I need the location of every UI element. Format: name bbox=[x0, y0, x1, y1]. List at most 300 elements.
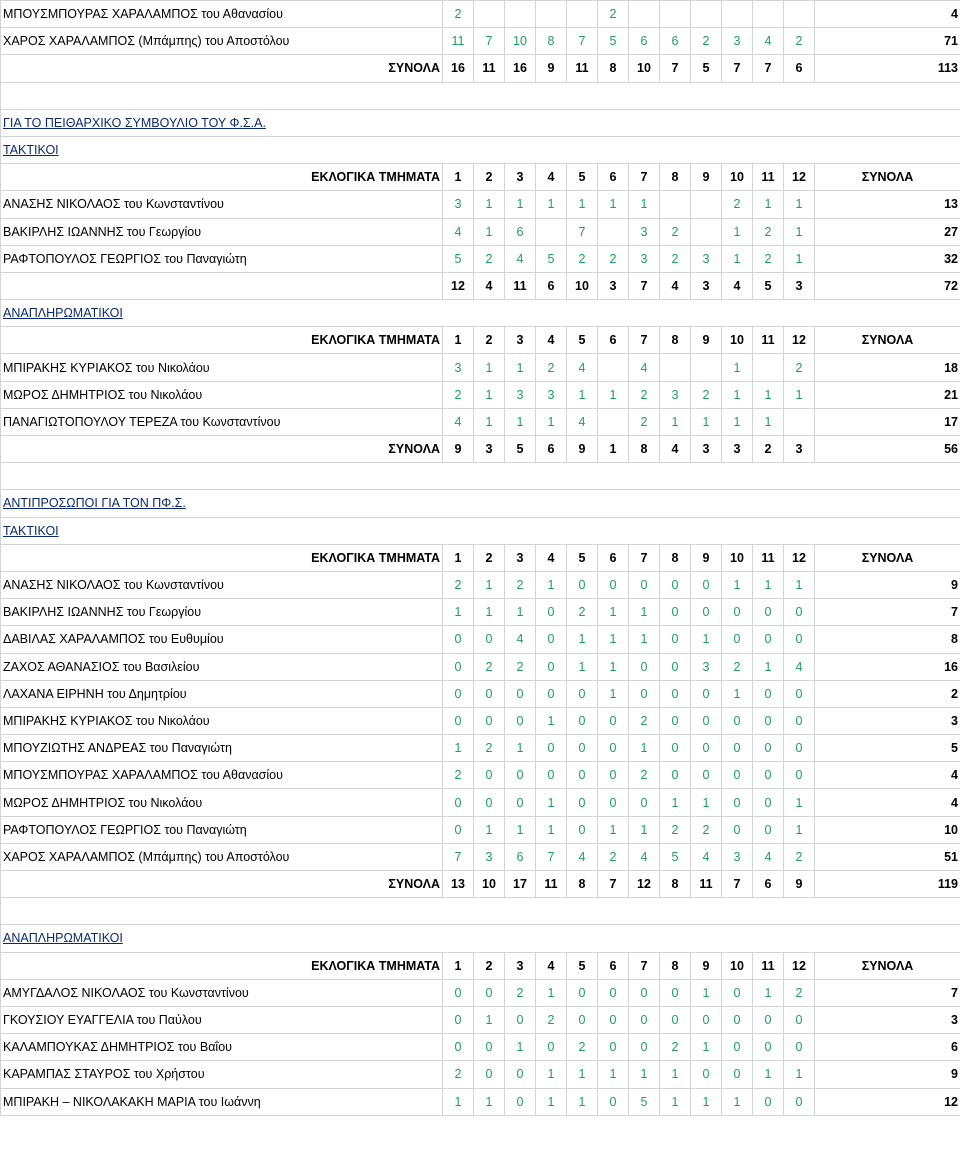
blank-cell bbox=[1, 898, 960, 925]
total-cell: 4 bbox=[474, 272, 505, 299]
vote-cell: 0 bbox=[753, 1006, 784, 1033]
vote-cell: 1 bbox=[753, 191, 784, 218]
total-cell: 13 bbox=[443, 871, 474, 898]
vote-cell: 1 bbox=[505, 735, 536, 762]
total-cell: 7 bbox=[598, 871, 629, 898]
vote-cell: 1 bbox=[474, 408, 505, 435]
total-cell: 9 bbox=[536, 55, 567, 82]
section-title-row bbox=[1, 925, 960, 952]
vote-cell bbox=[536, 1, 567, 28]
vote-cell: 0 bbox=[753, 626, 784, 653]
header-district-number: 5 bbox=[567, 544, 598, 571]
vote-cell bbox=[660, 1, 691, 28]
vote-cell: 2 bbox=[629, 408, 660, 435]
vote-cell: 1 bbox=[474, 1088, 505, 1115]
vote-cell: 0 bbox=[598, 735, 629, 762]
total-cell: 9 bbox=[784, 871, 815, 898]
vote-cell: 4 bbox=[443, 218, 474, 245]
vote-cell: 1 bbox=[629, 735, 660, 762]
vote-cell: 0 bbox=[505, 680, 536, 707]
vote-cell: 1 bbox=[598, 653, 629, 680]
vote-cell: 3 bbox=[505, 381, 536, 408]
vote-cell: 0 bbox=[598, 1088, 629, 1115]
vote-cell bbox=[691, 1, 722, 28]
blank-row bbox=[1, 898, 960, 925]
vote-cell: 1 bbox=[691, 1088, 722, 1115]
candidate-name: ΚΑΡΑΜΠΑΣ ΣΤΑΥΡΟΣ του Χρήστου bbox=[1, 1061, 443, 1088]
vote-cell bbox=[753, 1, 784, 28]
vote-cell: 1 bbox=[536, 816, 567, 843]
row-total: 4 bbox=[815, 1, 960, 28]
vote-cell: 2 bbox=[536, 354, 567, 381]
vote-cell: 0 bbox=[598, 1006, 629, 1033]
candidate-name: ΠΑΝΑΓΙΩΤΟΠΟΥΛΟΥ ΤΕΡΕΖΑ του Κωνσταντίνου bbox=[1, 408, 443, 435]
header-district-number: 4 bbox=[536, 952, 567, 979]
vote-cell: 4 bbox=[567, 843, 598, 870]
grand-total: 72 bbox=[815, 272, 960, 299]
candidate-name: ΜΩΡΟΣ ΔΗΜΗΤΡΙΟΣ του Νικολάου bbox=[1, 381, 443, 408]
total-cell: 8 bbox=[567, 871, 598, 898]
candidate-name: ΡΑΦΤΟΠΟΥΛΟΣ ΓΕΩΡΓΙΟΣ του Παναγιώτη bbox=[1, 816, 443, 843]
vote-cell: 1 bbox=[722, 408, 753, 435]
vote-cell bbox=[660, 354, 691, 381]
vote-cell: 1 bbox=[474, 354, 505, 381]
vote-cell: 4 bbox=[784, 653, 815, 680]
vote-cell: 2 bbox=[660, 1034, 691, 1061]
header-district-number: 5 bbox=[567, 952, 598, 979]
vote-cell bbox=[474, 1, 505, 28]
header-row bbox=[1, 327, 960, 354]
candidate-name: ΜΠΟΥΣΜΠΟΥΡΑΣ ΧΑΡΑΛΑΜΠΟΣ του Αθανασίου bbox=[1, 1, 443, 28]
vote-cell: 1 bbox=[660, 789, 691, 816]
vote-cell bbox=[598, 218, 629, 245]
vote-cell: 0 bbox=[536, 680, 567, 707]
vote-cell bbox=[722, 1, 753, 28]
vote-cell: 0 bbox=[443, 816, 474, 843]
header-district-number: 12 bbox=[784, 544, 815, 571]
vote-cell: 2 bbox=[505, 979, 536, 1006]
header-label: ΕΚΛΟΓΙΚΑ ΤΜΗΜΑΤΑ bbox=[1, 544, 443, 571]
vote-cell: 4 bbox=[753, 28, 784, 55]
total-cell: 3 bbox=[784, 272, 815, 299]
vote-cell: 0 bbox=[722, 979, 753, 1006]
row-total: 7 bbox=[815, 599, 960, 626]
vote-cell: 1 bbox=[722, 1088, 753, 1115]
table-row bbox=[1, 571, 960, 598]
total-cell: 7 bbox=[629, 272, 660, 299]
vote-cell: 3 bbox=[443, 191, 474, 218]
header-district-number: 11 bbox=[753, 544, 784, 571]
vote-cell: 0 bbox=[474, 979, 505, 1006]
vote-cell: 1 bbox=[505, 816, 536, 843]
vote-cell: 11 bbox=[443, 28, 474, 55]
vote-cell: 0 bbox=[474, 789, 505, 816]
row-total: 3 bbox=[815, 1006, 960, 1033]
vote-cell: 1 bbox=[505, 599, 536, 626]
header-district-number: 9 bbox=[691, 327, 722, 354]
header-district-number: 1 bbox=[443, 544, 474, 571]
vote-cell: 2 bbox=[691, 381, 722, 408]
row-total: 32 bbox=[815, 245, 960, 272]
row-total: 9 bbox=[815, 571, 960, 598]
candidate-name: ΖΑΧΟΣ ΑΘΑΝΑΣΙΟΣ του Βασιλείου bbox=[1, 653, 443, 680]
total-cell: 6 bbox=[753, 871, 784, 898]
total-cell: 5 bbox=[691, 55, 722, 82]
vote-cell: 0 bbox=[691, 1061, 722, 1088]
vote-cell: 0 bbox=[567, 1006, 598, 1033]
section-title: ΑΝΑΠΛΗΡΩΜΑΤΙΚΟΙ bbox=[1, 925, 960, 952]
vote-cell: 7 bbox=[443, 843, 474, 870]
vote-cell: 1 bbox=[691, 789, 722, 816]
vote-cell: 0 bbox=[536, 626, 567, 653]
candidate-name: ΧΑΡΟΣ ΧΑΡΑΛΑΜΠΟΣ (Μπάμπης) του Αποστόλου bbox=[1, 28, 443, 55]
vote-cell: 1 bbox=[722, 218, 753, 245]
header-district-number: 8 bbox=[660, 164, 691, 191]
vote-cell: 5 bbox=[443, 245, 474, 272]
vote-cell bbox=[598, 354, 629, 381]
vote-cell: 1 bbox=[474, 571, 505, 598]
vote-cell: 1 bbox=[753, 1061, 784, 1088]
vote-cell: 1 bbox=[505, 408, 536, 435]
vote-cell: 0 bbox=[629, 1034, 660, 1061]
vote-cell: 2 bbox=[598, 843, 629, 870]
vote-cell: 7 bbox=[567, 28, 598, 55]
vote-cell: 0 bbox=[598, 1034, 629, 1061]
row-total: 2 bbox=[815, 680, 960, 707]
header-district-number: 6 bbox=[598, 164, 629, 191]
total-cell: 3 bbox=[598, 272, 629, 299]
vote-cell: 1 bbox=[784, 1061, 815, 1088]
vote-cell: 0 bbox=[474, 1034, 505, 1061]
vote-cell: 0 bbox=[536, 1034, 567, 1061]
vote-cell: 2 bbox=[443, 571, 474, 598]
total-cell: 11 bbox=[505, 272, 536, 299]
header-district-number: 11 bbox=[753, 164, 784, 191]
vote-cell: 4 bbox=[443, 408, 474, 435]
vote-cell: 0 bbox=[660, 571, 691, 598]
vote-cell: 0 bbox=[722, 1061, 753, 1088]
vote-cell: 1 bbox=[536, 191, 567, 218]
total-cell: 6 bbox=[536, 436, 567, 463]
vote-cell: 0 bbox=[567, 816, 598, 843]
vote-cell: 2 bbox=[691, 28, 722, 55]
total-cell: 11 bbox=[691, 871, 722, 898]
vote-cell: 0 bbox=[443, 707, 474, 734]
vote-cell: 0 bbox=[505, 1061, 536, 1088]
section-title-row bbox=[1, 136, 960, 163]
vote-cell: 0 bbox=[784, 735, 815, 762]
vote-cell: 0 bbox=[660, 762, 691, 789]
total-cell: 9 bbox=[443, 436, 474, 463]
vote-cell: 2 bbox=[598, 245, 629, 272]
vote-cell: 0 bbox=[691, 599, 722, 626]
vote-cell: 0 bbox=[691, 735, 722, 762]
vote-cell: 0 bbox=[567, 789, 598, 816]
vote-cell bbox=[598, 408, 629, 435]
vote-cell: 0 bbox=[784, 1006, 815, 1033]
vote-cell: 0 bbox=[474, 762, 505, 789]
header-district-number: 5 bbox=[567, 164, 598, 191]
vote-cell bbox=[629, 1, 660, 28]
vote-cell: 2 bbox=[784, 354, 815, 381]
header-district-number: 10 bbox=[722, 952, 753, 979]
vote-cell: 0 bbox=[722, 789, 753, 816]
vote-cell: 1 bbox=[536, 408, 567, 435]
header-district-number: 2 bbox=[474, 952, 505, 979]
vote-cell: 2 bbox=[474, 735, 505, 762]
total-cell: 6 bbox=[784, 55, 815, 82]
header-district-number: 3 bbox=[505, 164, 536, 191]
vote-cell: 1 bbox=[722, 571, 753, 598]
total-cell: 7 bbox=[660, 55, 691, 82]
vote-cell: 1 bbox=[660, 1061, 691, 1088]
vote-cell: 2 bbox=[660, 816, 691, 843]
vote-cell: 0 bbox=[505, 707, 536, 734]
header-district-number: 8 bbox=[660, 544, 691, 571]
vote-cell: 2 bbox=[629, 381, 660, 408]
totals-label: ΣΥΝΟΛΑ bbox=[1, 55, 443, 82]
vote-cell bbox=[505, 1, 536, 28]
vote-cell: 0 bbox=[784, 762, 815, 789]
vote-cell: 3 bbox=[722, 28, 753, 55]
vote-cell: 0 bbox=[443, 979, 474, 1006]
vote-cell: 1 bbox=[629, 1061, 660, 1088]
total-cell: 8 bbox=[598, 55, 629, 82]
vote-cell: 1 bbox=[536, 1088, 567, 1115]
vote-cell: 2 bbox=[474, 245, 505, 272]
candidate-name: ΜΠΟΥΣΜΠΟΥΡΑΣ ΧΑΡΑΛΑΜΠΟΣ του Αθανασίου bbox=[1, 762, 443, 789]
results-table-body bbox=[1, 1, 960, 1116]
vote-cell: 0 bbox=[536, 653, 567, 680]
vote-cell: 0 bbox=[567, 762, 598, 789]
header-label: ΕΚΛΟΓΙΚΑ ΤΜΗΜΑΤΑ bbox=[1, 164, 443, 191]
vote-cell: 1 bbox=[536, 707, 567, 734]
vote-cell: 1 bbox=[443, 599, 474, 626]
vote-cell: 6 bbox=[505, 843, 536, 870]
vote-cell: 0 bbox=[567, 707, 598, 734]
vote-cell: 2 bbox=[443, 1061, 474, 1088]
vote-cell: 1 bbox=[629, 816, 660, 843]
section-title-row bbox=[1, 300, 960, 327]
vote-cell: 2 bbox=[536, 1006, 567, 1033]
table-row bbox=[1, 218, 960, 245]
vote-cell: 0 bbox=[443, 653, 474, 680]
blank-row bbox=[1, 463, 960, 490]
vote-cell: 1 bbox=[598, 191, 629, 218]
vote-cell: 1 bbox=[784, 816, 815, 843]
vote-cell: 0 bbox=[722, 1034, 753, 1061]
vote-cell: 1 bbox=[567, 191, 598, 218]
candidate-name: ΚΑΛΑΜΠΟΥΚΑΣ ΔΗΜΗΤΡΙΟΣ του Βαΐου bbox=[1, 1034, 443, 1061]
candidate-name: ΜΩΡΟΣ ΔΗΜΗΤΡΙΟΣ του Νικολάου bbox=[1, 789, 443, 816]
vote-cell: 2 bbox=[505, 653, 536, 680]
vote-cell: 0 bbox=[660, 626, 691, 653]
vote-cell: 2 bbox=[784, 979, 815, 1006]
section-title: ΑΝΑΠΛΗΡΩΜΑΤΙΚΟΙ bbox=[1, 300, 960, 327]
table-row bbox=[1, 1061, 960, 1088]
vote-cell: 4 bbox=[629, 354, 660, 381]
candidate-name: ΜΠΙΡΑΚΗΣ ΚΥΡΙΑΚΟΣ του Νικολάου bbox=[1, 354, 443, 381]
grand-total: 56 bbox=[815, 436, 960, 463]
row-total: 8 bbox=[815, 626, 960, 653]
vote-cell: 1 bbox=[753, 653, 784, 680]
vote-cell: 0 bbox=[567, 571, 598, 598]
vote-cell: 1 bbox=[474, 381, 505, 408]
vote-cell: 0 bbox=[722, 707, 753, 734]
vote-cell: 0 bbox=[753, 735, 784, 762]
vote-cell: 2 bbox=[753, 218, 784, 245]
vote-cell: 0 bbox=[660, 599, 691, 626]
vote-cell: 1 bbox=[660, 408, 691, 435]
vote-cell: 1 bbox=[598, 599, 629, 626]
vote-cell: 1 bbox=[629, 626, 660, 653]
table-row bbox=[1, 191, 960, 218]
vote-cell bbox=[784, 408, 815, 435]
candidate-name: ΔΑΒΙΛΑΣ ΧΑΡΑΛΑΜΠΟΣ του Ευθυμίου bbox=[1, 626, 443, 653]
total-cell: 3 bbox=[691, 272, 722, 299]
vote-cell: 6 bbox=[660, 28, 691, 55]
vote-cell: 1 bbox=[784, 381, 815, 408]
total-cell: 7 bbox=[722, 55, 753, 82]
vote-cell: 0 bbox=[536, 735, 567, 762]
vote-cell: 0 bbox=[629, 571, 660, 598]
section-title: ΓΙΑ ΤΟ ΠΕΙΘΑΡΧΙΚΟ ΣΥΜΒΟΥΛΙΟ ΤΟΥ Φ.Σ.Α. bbox=[1, 109, 960, 136]
vote-cell: 0 bbox=[660, 979, 691, 1006]
vote-cell: 0 bbox=[660, 680, 691, 707]
header-row bbox=[1, 544, 960, 571]
total-cell: 10 bbox=[474, 871, 505, 898]
row-total: 51 bbox=[815, 843, 960, 870]
header-district-number: 7 bbox=[629, 164, 660, 191]
vote-cell: 1 bbox=[722, 381, 753, 408]
vote-cell: 5 bbox=[536, 245, 567, 272]
candidate-name: ΑΜΥΓΔΑΛΟΣ ΝΙΚΟΛΑΟΣ του Κωνσταντίνου bbox=[1, 979, 443, 1006]
vote-cell: 0 bbox=[691, 762, 722, 789]
candidate-name: ΛΑΧΑΝΑ ΕΙΡΗΝΗ του Δημητρίου bbox=[1, 680, 443, 707]
vote-cell: 1 bbox=[722, 245, 753, 272]
vote-cell: 0 bbox=[474, 626, 505, 653]
vote-cell: 0 bbox=[443, 789, 474, 816]
vote-cell: 1 bbox=[691, 1034, 722, 1061]
vote-cell: 0 bbox=[753, 680, 784, 707]
vote-cell: 3 bbox=[629, 245, 660, 272]
vote-cell: 1 bbox=[567, 381, 598, 408]
grand-total: 119 bbox=[815, 871, 960, 898]
vote-cell: 3 bbox=[474, 843, 505, 870]
header-district-number: 11 bbox=[753, 952, 784, 979]
total-cell: 11 bbox=[536, 871, 567, 898]
vote-cell: 4 bbox=[567, 408, 598, 435]
table-row bbox=[1, 979, 960, 1006]
vote-cell: 0 bbox=[784, 1088, 815, 1115]
header-district-number: 10 bbox=[722, 544, 753, 571]
table-row bbox=[1, 1, 960, 28]
total-cell: 3 bbox=[474, 436, 505, 463]
header-label: ΕΚΛΟΓΙΚΑ ΤΜΗΜΑΤΑ bbox=[1, 327, 443, 354]
vote-cell: 0 bbox=[536, 599, 567, 626]
total-cell: 1 bbox=[598, 436, 629, 463]
header-district-number: 1 bbox=[443, 164, 474, 191]
table-row bbox=[1, 28, 960, 55]
table-row bbox=[1, 680, 960, 707]
totals-row bbox=[1, 272, 960, 299]
row-total: 18 bbox=[815, 354, 960, 381]
vote-cell: 0 bbox=[784, 1034, 815, 1061]
vote-cell: 1 bbox=[722, 354, 753, 381]
vote-cell: 1 bbox=[598, 680, 629, 707]
total-cell: 4 bbox=[660, 272, 691, 299]
table-row bbox=[1, 245, 960, 272]
candidate-name: ΡΑΦΤΟΠΟΥΛΟΣ ΓΕΩΡΓΙΟΣ του Παναγιώτη bbox=[1, 245, 443, 272]
vote-cell: 0 bbox=[598, 979, 629, 1006]
blank-cell bbox=[1, 463, 960, 490]
vote-cell: 2 bbox=[660, 218, 691, 245]
total-cell: 6 bbox=[536, 272, 567, 299]
header-district-number: 9 bbox=[691, 952, 722, 979]
row-total: 4 bbox=[815, 762, 960, 789]
total-cell: 5 bbox=[505, 436, 536, 463]
grand-total: 113 bbox=[815, 55, 960, 82]
vote-cell: 0 bbox=[753, 789, 784, 816]
table-row bbox=[1, 789, 960, 816]
vote-cell: 0 bbox=[505, 762, 536, 789]
total-cell: 12 bbox=[443, 272, 474, 299]
header-district-number: 3 bbox=[505, 544, 536, 571]
vote-cell: 4 bbox=[567, 354, 598, 381]
vote-cell: 0 bbox=[629, 1006, 660, 1033]
vote-cell: 0 bbox=[474, 680, 505, 707]
vote-cell: 0 bbox=[598, 707, 629, 734]
vote-cell: 0 bbox=[598, 762, 629, 789]
vote-cell: 0 bbox=[567, 680, 598, 707]
vote-cell: 1 bbox=[753, 381, 784, 408]
vote-cell: 0 bbox=[722, 1006, 753, 1033]
header-district-number: 6 bbox=[598, 327, 629, 354]
vote-cell: 1 bbox=[784, 789, 815, 816]
vote-cell: 0 bbox=[784, 599, 815, 626]
vote-cell: 1 bbox=[474, 599, 505, 626]
vote-cell: 2 bbox=[722, 653, 753, 680]
header-district-number: 3 bbox=[505, 327, 536, 354]
vote-cell: 1 bbox=[505, 1034, 536, 1061]
total-cell: 9 bbox=[567, 436, 598, 463]
total-cell: 2 bbox=[753, 436, 784, 463]
vote-cell: 0 bbox=[443, 1006, 474, 1033]
vote-cell: 0 bbox=[474, 707, 505, 734]
row-total: 7 bbox=[815, 979, 960, 1006]
vote-cell: 2 bbox=[567, 245, 598, 272]
row-total: 4 bbox=[815, 789, 960, 816]
header-district-number: 3 bbox=[505, 952, 536, 979]
vote-cell: 1 bbox=[753, 979, 784, 1006]
header-district-number: 7 bbox=[629, 327, 660, 354]
vote-cell: 1 bbox=[536, 979, 567, 1006]
vote-cell: 0 bbox=[660, 707, 691, 734]
vote-cell: 1 bbox=[443, 735, 474, 762]
total-cell: 4 bbox=[722, 272, 753, 299]
totals-row bbox=[1, 436, 960, 463]
vote-cell: 1 bbox=[567, 1088, 598, 1115]
header-district-number: 4 bbox=[536, 164, 567, 191]
row-total: 3 bbox=[815, 707, 960, 734]
total-cell: 7 bbox=[722, 871, 753, 898]
table-row bbox=[1, 381, 960, 408]
table-row bbox=[1, 354, 960, 381]
vote-cell: 1 bbox=[536, 1061, 567, 1088]
header-district-number: 8 bbox=[660, 952, 691, 979]
header-district-number: 2 bbox=[474, 164, 505, 191]
row-total: 12 bbox=[815, 1088, 960, 1115]
